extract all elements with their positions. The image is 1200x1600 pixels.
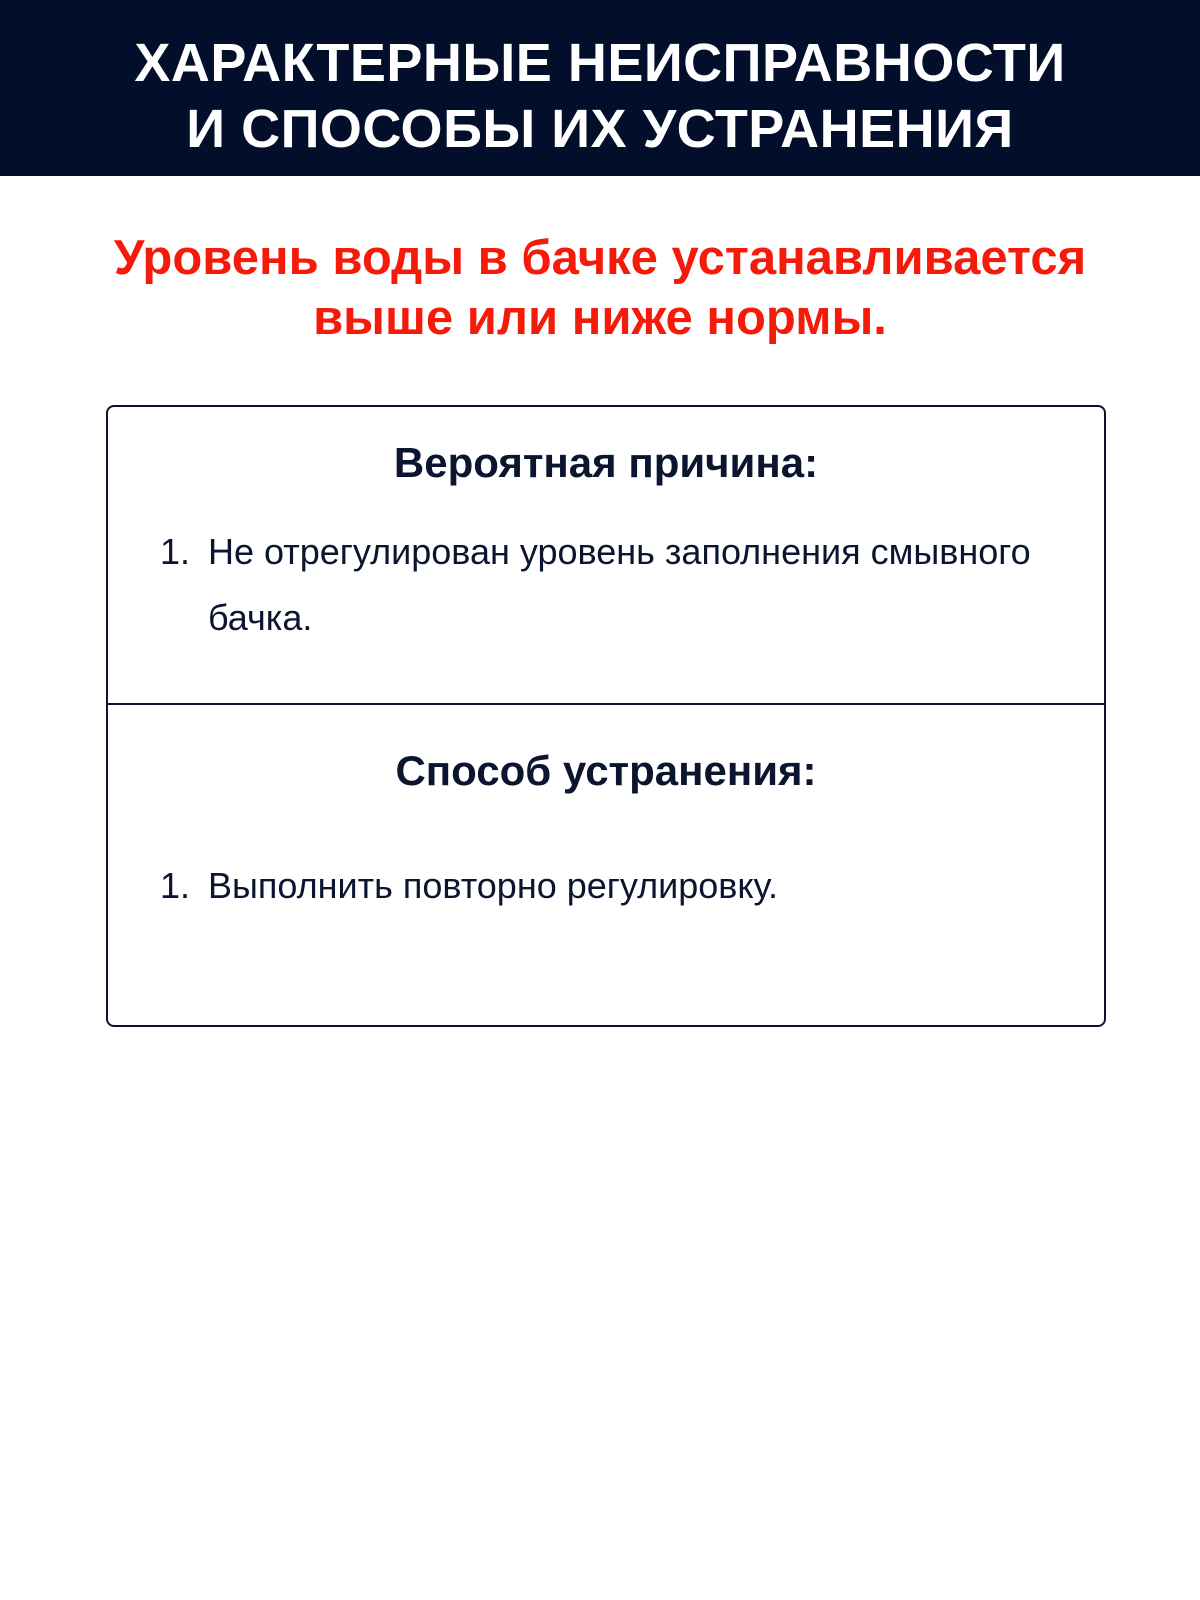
page-title: [0, 30, 1200, 162]
problem-title-line-1: Уровень воды в бачке устанавливается: [113, 231, 1087, 285]
cause-item-number: 1.: [160, 531, 191, 572]
problem-title-line-2: выше или ниже нормы.: [313, 291, 887, 345]
section-divider: [108, 703, 1104, 705]
page-title-line-2: И СПОСОБЫ ИХ УСТРАНЕНИЯ: [186, 99, 1014, 159]
problem-title: [40, 228, 1160, 348]
cause-item-text: Не отрегулирован уровень заполнения смывного бачка.: [208, 531, 1031, 638]
solution-heading: Способ устранения:: [395, 747, 817, 794]
solution-item-number: 1.: [160, 865, 191, 906]
solution-list-item: [160, 853, 1040, 919]
troubleshooting-card: [106, 405, 1106, 1027]
cause-list-item: [160, 519, 1040, 651]
cause-heading: Вероятная причина:: [393, 439, 819, 486]
solution-item-text: Выполнить повторно регулировку.: [208, 865, 778, 906]
page-title-line-1: ХАРАКТЕРНЫЕ НЕИСПРАВНОСТИ: [134, 33, 1066, 93]
header-band: [0, 0, 1200, 176]
